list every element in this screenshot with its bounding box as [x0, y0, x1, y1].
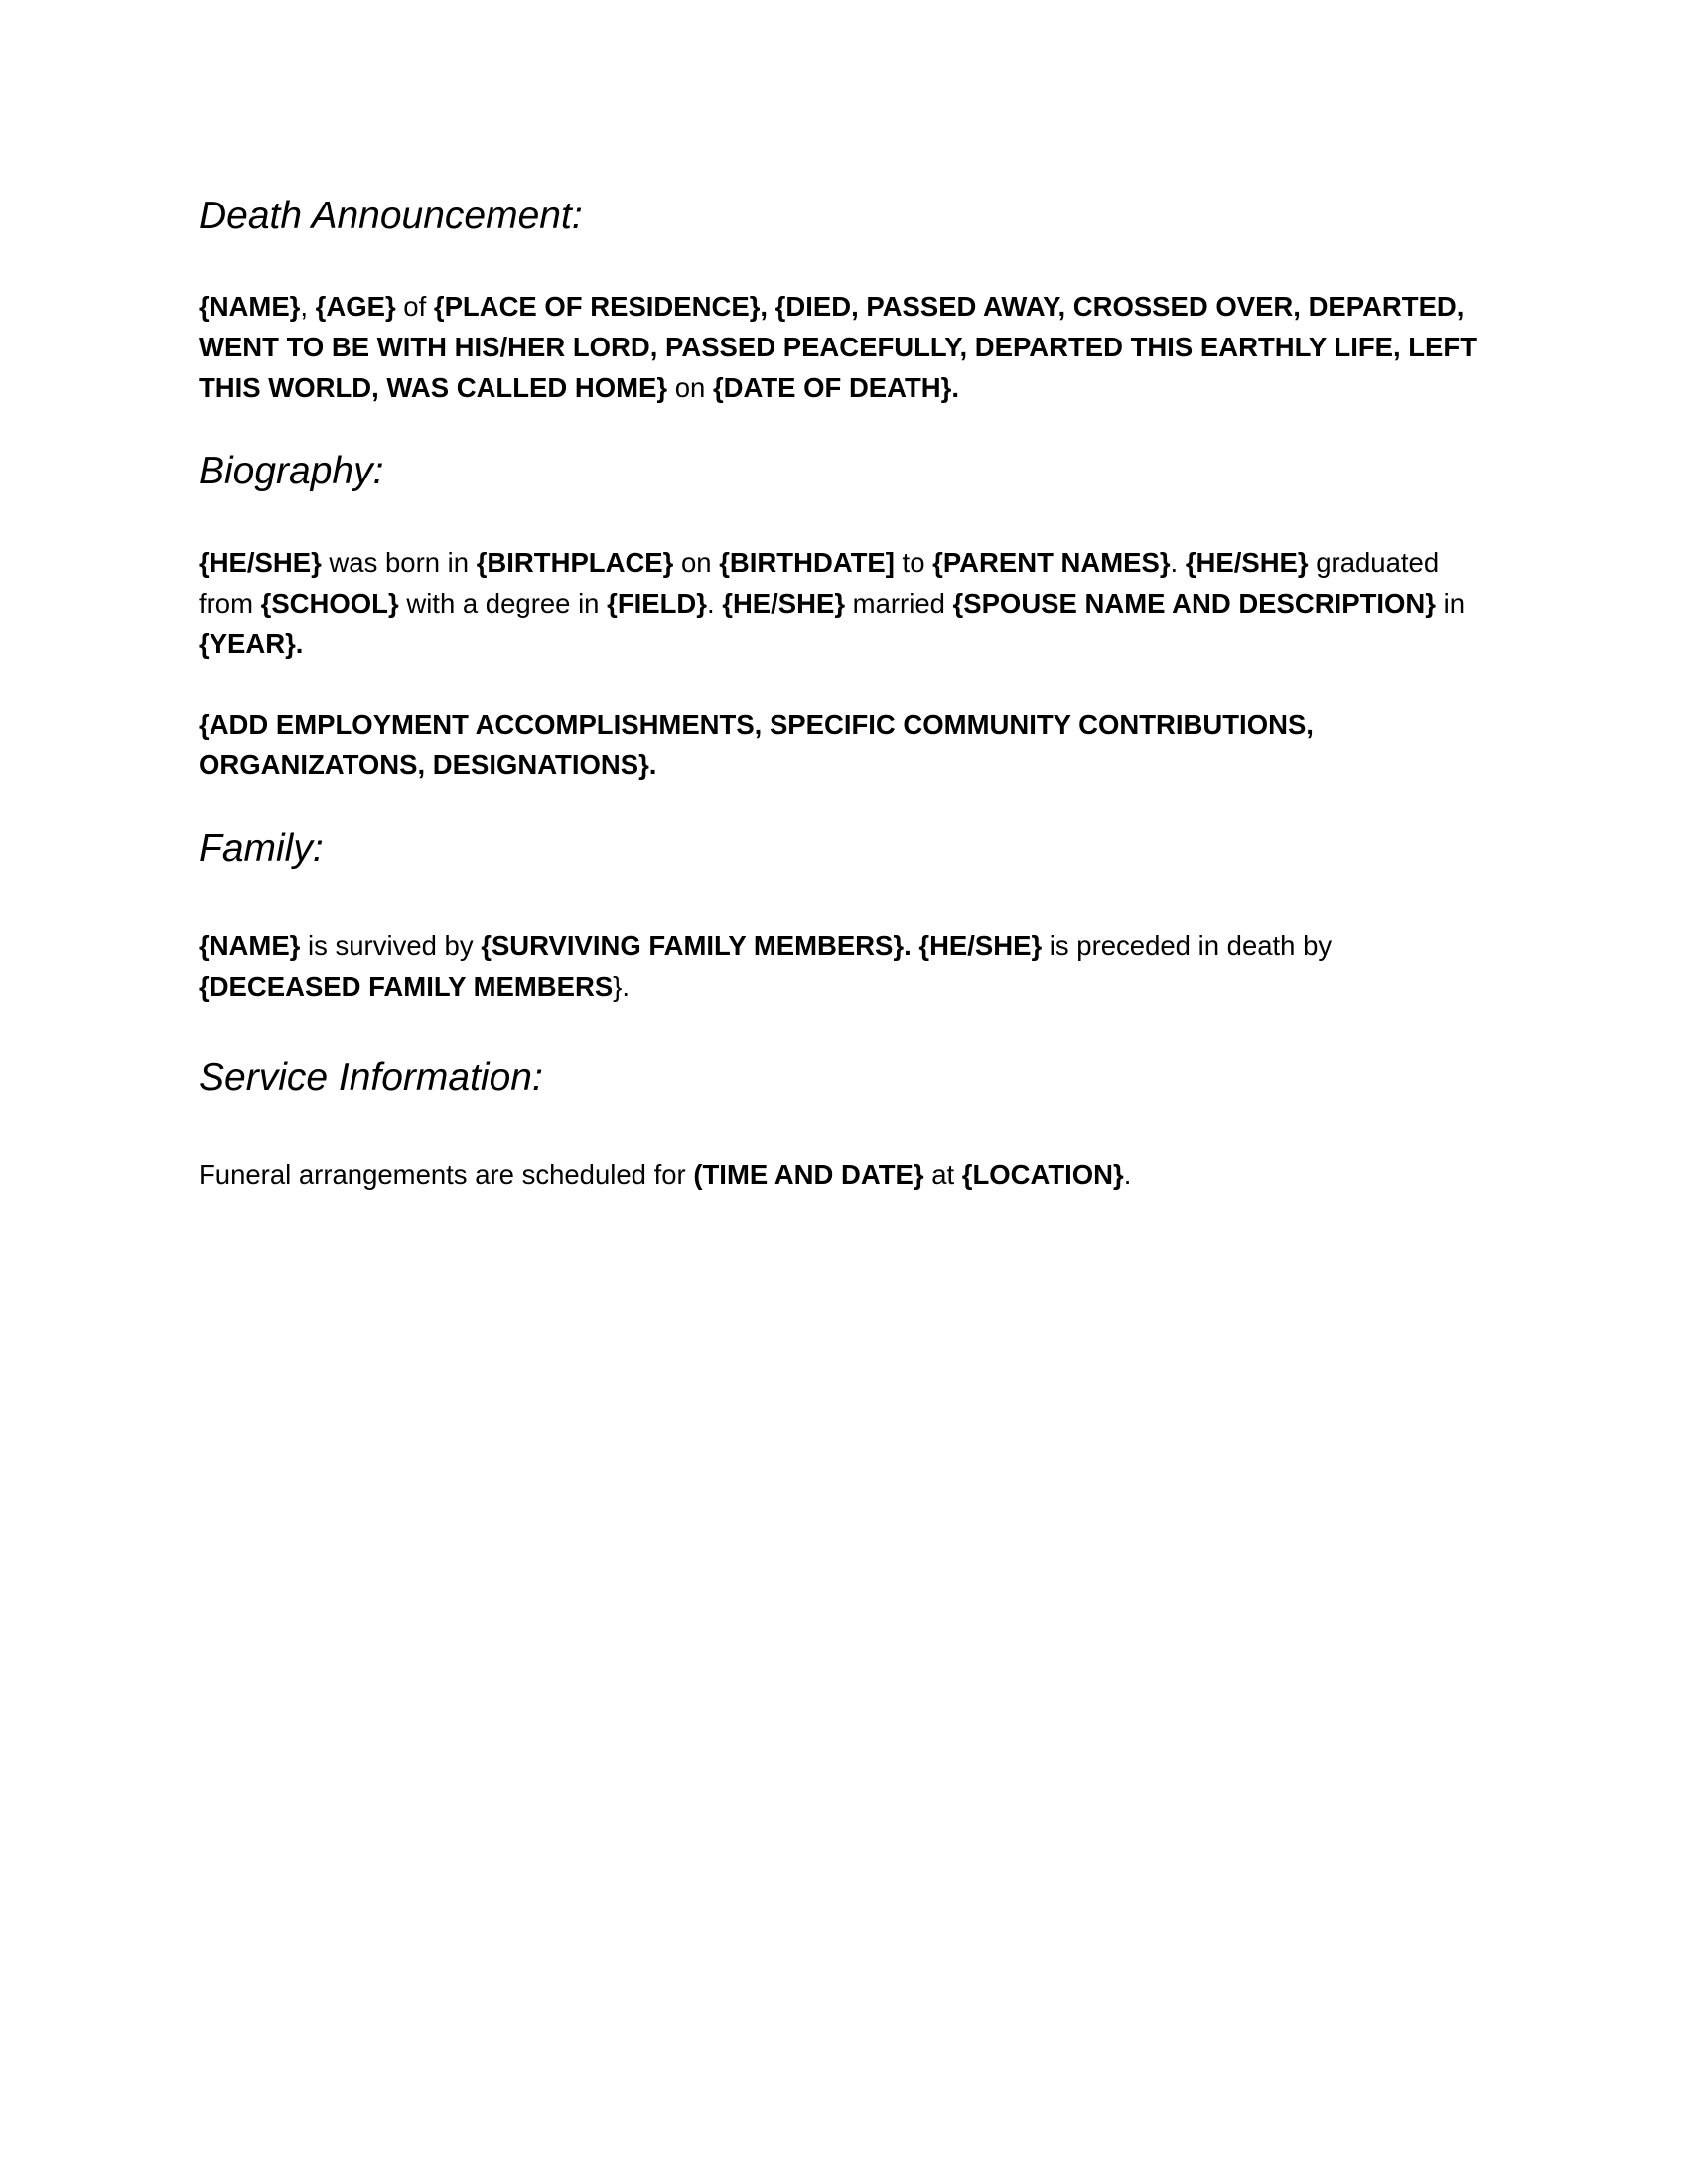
text-fragment: in	[1435, 588, 1465, 618]
placeholder-pronoun: {HE/SHE}	[722, 588, 846, 618]
text-fragment: }.	[613, 971, 630, 1002]
placeholder-location: {LOCATION}	[961, 1160, 1124, 1190]
text-fragment: .	[1123, 1160, 1132, 1190]
text-fragment: is survived by	[300, 930, 482, 961]
text-fragment: graduated from	[199, 547, 1440, 618]
family-paragraph	[199, 925, 1479, 1007]
text-fragment: ,	[300, 291, 316, 322]
placeholder-pronoun: {HE/SHE}	[199, 547, 322, 578]
text-fragment: with a degree in	[398, 588, 608, 618]
text-fragment: .	[1170, 547, 1186, 578]
placeholder-accomplishments: {ADD EMPLOYMENT ACCOMPLISHMENTS, SPECIFIC COMMUNITY CONTRIBUTIONS, ORGANIZATONS, DESIGNATIONS}.	[199, 709, 1314, 780]
placeholder-residence-and-phrasing: {PLACE OF RESIDENCE}, {DIED, PASSED AWAY, CROSSED OVER, DEPARTED, WENT TO BE WITH HIS/HER LORD, PASSED PEACEFULLY, DEPARTED THIS EARTHLY LIFE, LEFT THIS WORLD, WAS CALLED HOME}	[199, 291, 1477, 403]
placeholder-spouse: {SPOUSE NAME AND DESCRIPTION}	[952, 588, 1436, 618]
placeholder-school: {SCHOOL}	[260, 588, 399, 618]
biography-paragraph	[199, 542, 1479, 664]
placeholder-name: {NAME}	[199, 291, 301, 322]
placeholder-parent-names: {PARENT NAMES}	[932, 547, 1171, 578]
placeholder-year: {YEAR}.	[199, 628, 304, 659]
placeholder-deceased-members: {DECEASED FAMILY MEMBERS	[199, 971, 614, 1002]
text-fragment: was born in	[321, 547, 477, 578]
text-fragment: Funeral arrangements are scheduled for	[199, 1160, 694, 1190]
family-heading: Family:	[199, 827, 324, 870]
placeholder-birthplace: {BIRTHPLACE}	[476, 547, 674, 578]
placeholder-age: {AGE}	[315, 291, 396, 322]
placeholder-time-and-date: (TIME AND DATE}	[693, 1160, 924, 1190]
text-fragment: .	[706, 588, 723, 618]
text-fragment: at	[923, 1160, 962, 1190]
text-fragment: married	[845, 588, 953, 618]
placeholder-birthdate: {BIRTHDATE]	[719, 547, 895, 578]
placeholder-pronoun: {HE/SHE}	[1185, 547, 1309, 578]
placeholder-name: {NAME}	[199, 930, 301, 961]
death-announcement-heading: Death Announcement:	[199, 195, 583, 237]
text-fragment: is preceded in death by	[1042, 930, 1333, 961]
placeholder-date-of-death: {DATE OF DEATH}.	[712, 372, 959, 403]
text-fragment: on	[673, 547, 720, 578]
accomplishments-paragraph	[199, 704, 1479, 785]
text-fragment: of	[395, 291, 434, 322]
service-information-paragraph	[199, 1155, 1479, 1195]
service-information-heading: Service Information:	[199, 1056, 543, 1099]
death-announcement-paragraph	[199, 286, 1479, 408]
text-fragment: to	[894, 547, 933, 578]
placeholder-field: {FIELD}	[607, 588, 707, 618]
biography-heading: Biography:	[199, 450, 384, 492]
text-fragment: on	[667, 372, 713, 403]
placeholder-surviving-members: {SURVIVING FAMILY MEMBERS}. {HE/SHE}	[481, 930, 1043, 961]
